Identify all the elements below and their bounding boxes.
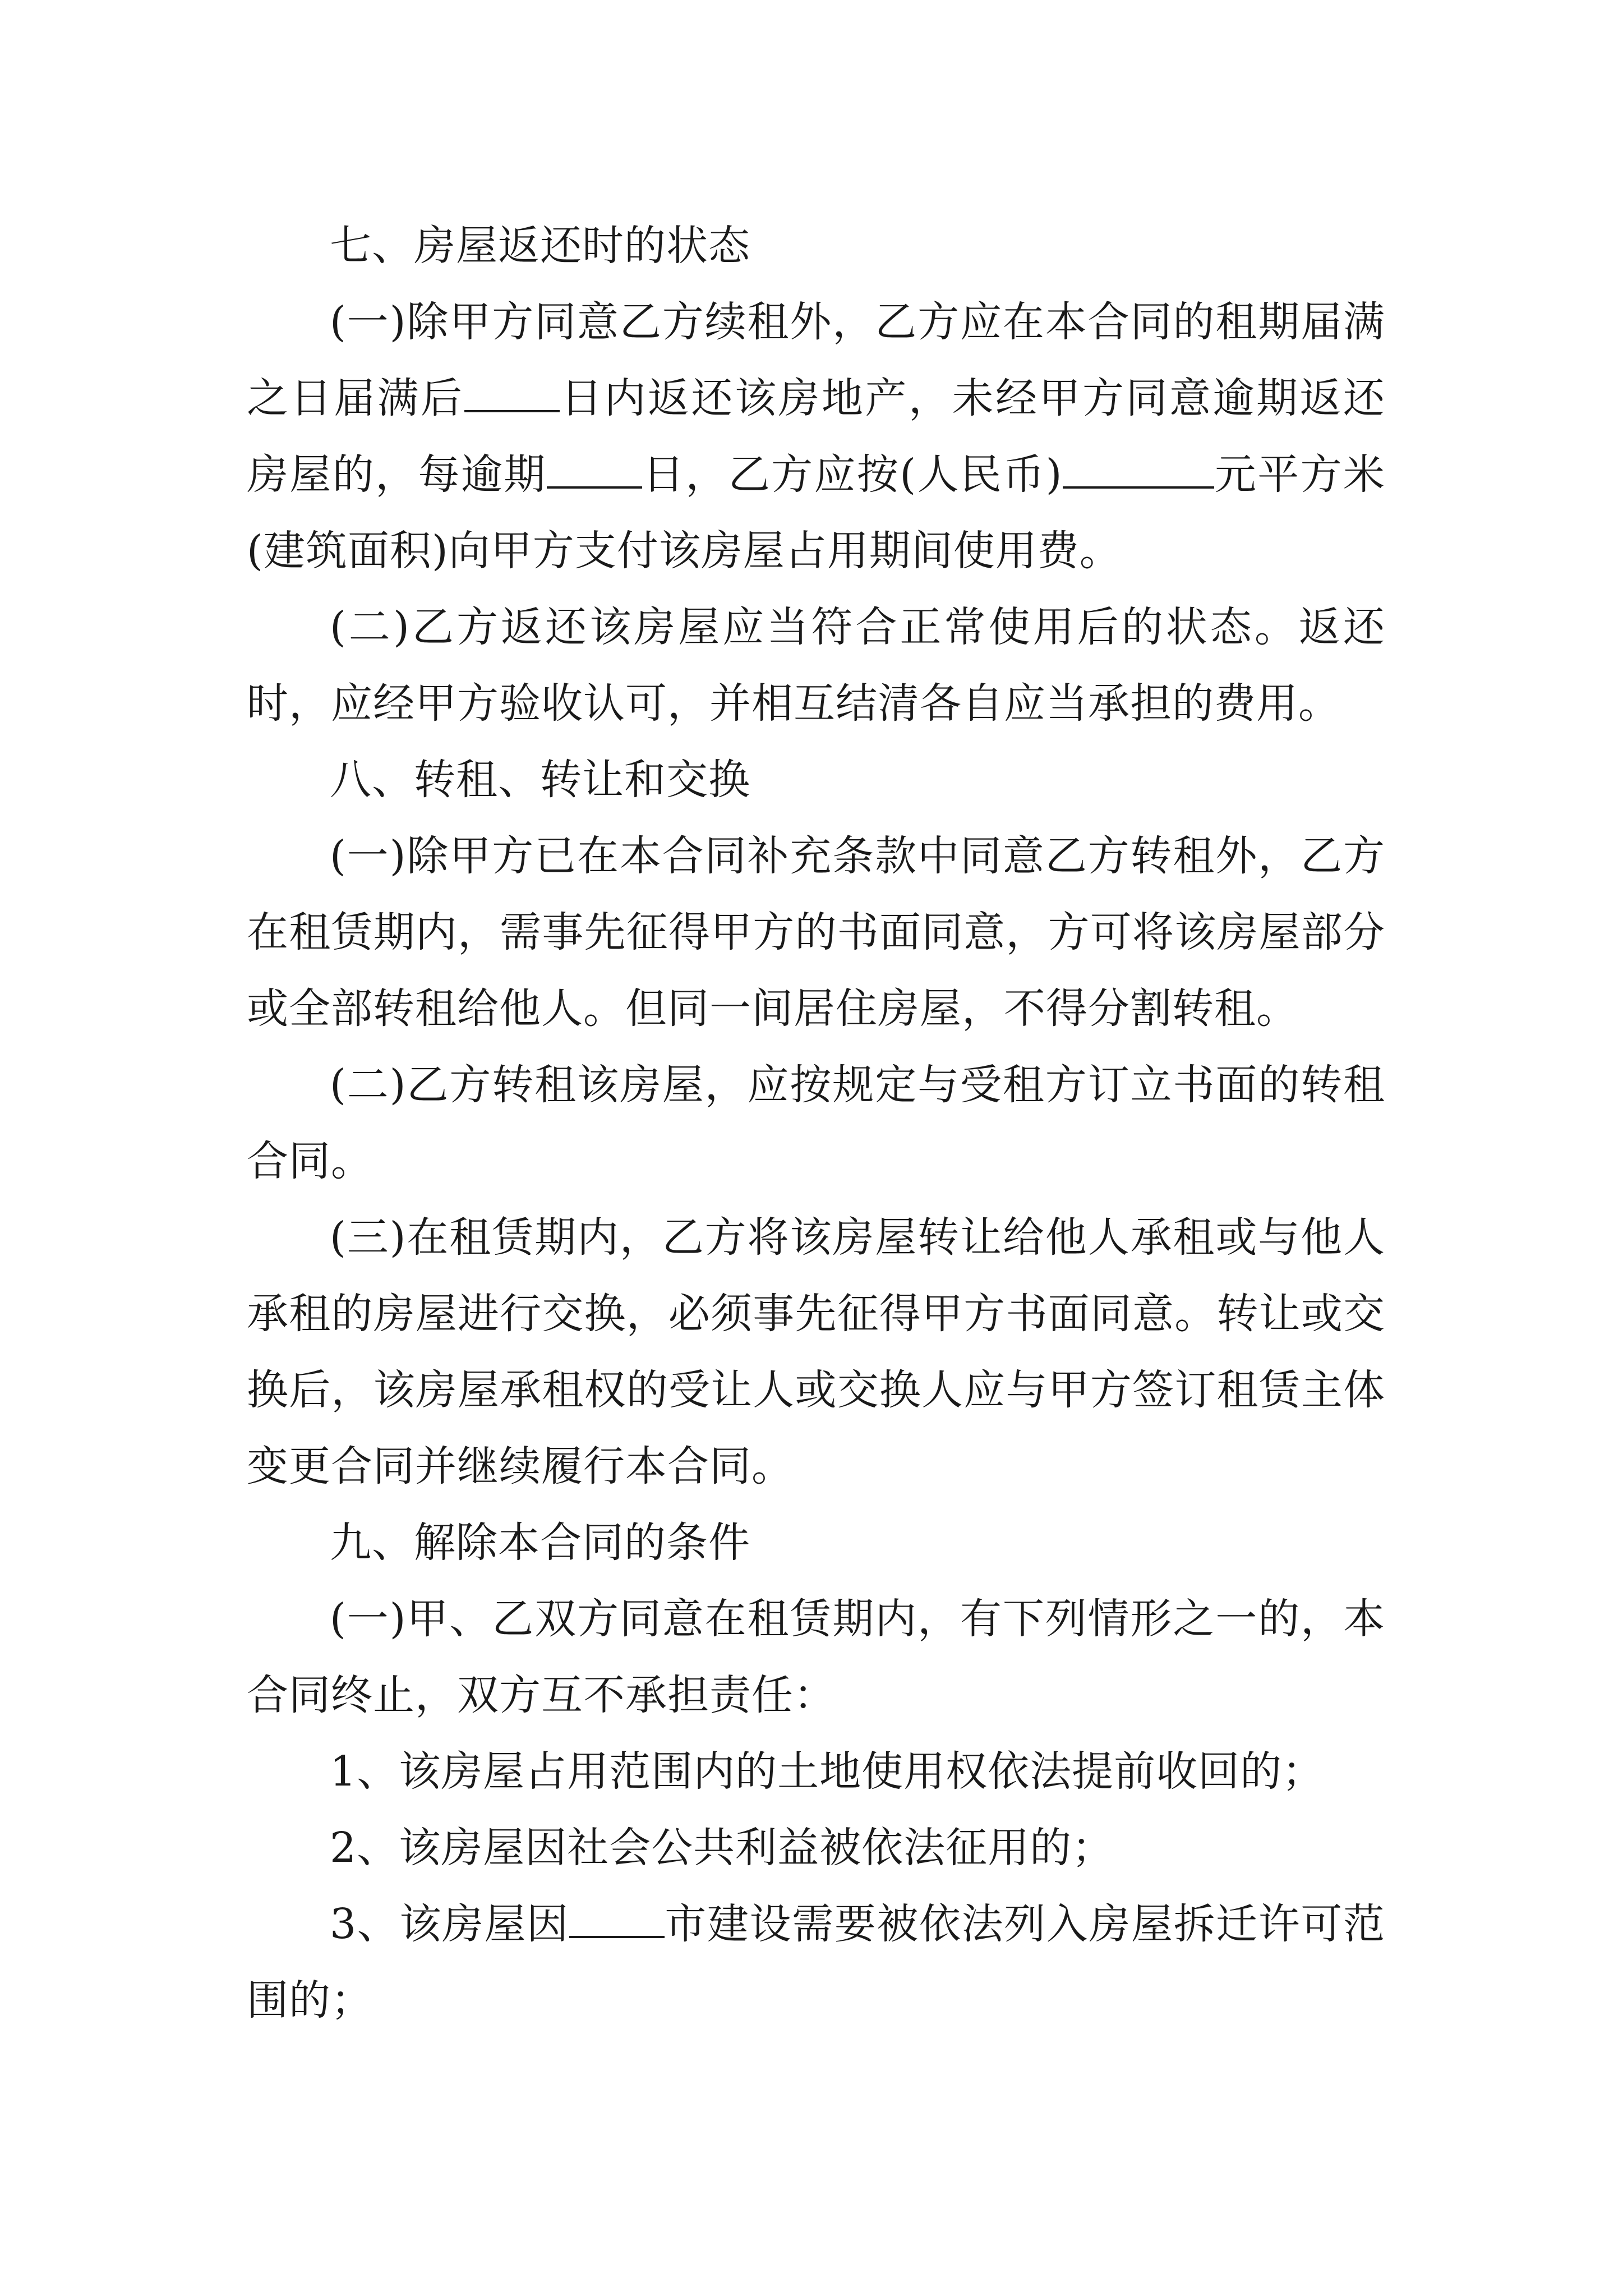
clause-7-1-text-a: (一)除甲方同意乙方续租外，乙方应在本合同的租期届满之日届满后 [247,298,1385,422]
clause-7-1 [247,284,1385,589]
clause-8-2: (二)乙方转租该房屋，应按规定与受租方订立书面的转租合同。 [247,1061,1385,1185]
section-heading-7: 七、房屋返还时的状态 [330,222,750,270]
clause-8-3: (三)在租赁期内，乙方将该房屋转让给他人承租或与他人承租的房屋进行交换，必须事先征得甲方书面同意。转让或交换后，该房屋承租权的受让人或交换人应与甲方签订租赁主体变更合同并继续履行本合同。 [247,1213,1385,1490]
clause-9-1-item-3 [247,1886,1385,2039]
clause-7-2: (二)乙方返还该房屋应当符合正常使用后的状态。返还时，应经甲方验收认可，并相互结清各自应当承担的费用。 [247,603,1385,728]
fill-in-blank-overdue-days [547,455,642,489]
clause-7-1-text-d: 元平方米(建筑面积)向甲方支付该房屋占用期间使用费。 [247,450,1385,575]
clause-9-1-item-1: 1、该房屋占用范围内的土地使用权依法提前收回的； [330,1747,1325,1796]
clause-7-1-text-c: 日，乙方应按(人民币) [642,450,1063,499]
clause-9-1: (一)甲、乙双方同意在租赁期内，有下列情形之一的，本合同终止，双方互不承担责任： [247,1595,1385,1719]
clause-9-1-item-3-text-a: 3、该房屋因 [330,1900,569,1948]
section-heading-9: 九、解除本合同的条件 [330,1519,750,1567]
fill-in-blank-return-days [464,379,560,412]
section-heading-8: 八、转租、转让和交换 [330,756,750,804]
fill-in-blank-city [569,1904,665,1938]
clause-7-1-text-b: 日内返还该房地产，未经甲方同意逾期返还房屋的，每逾期 [247,374,1385,499]
clause-9-1-item-3-text-b: 市建设需要被依法列入房屋拆迁许可范围的； [247,1900,1385,2024]
fill-in-blank-fee-amount [1063,455,1214,489]
clause-8-1: (一)除甲方已在本合同补充条款中同意乙方转租外，乙方在租赁期内，需事先征得甲方的书面同意，方可将该房屋部分或全部转租给他人。但同一间居住房屋，不得分割转租。 [247,832,1385,1033]
clause-9-1-item-2: 2、该房屋因社会公共利益被依法征用的； [330,1824,1114,1872]
document-body [247,208,1385,2039]
